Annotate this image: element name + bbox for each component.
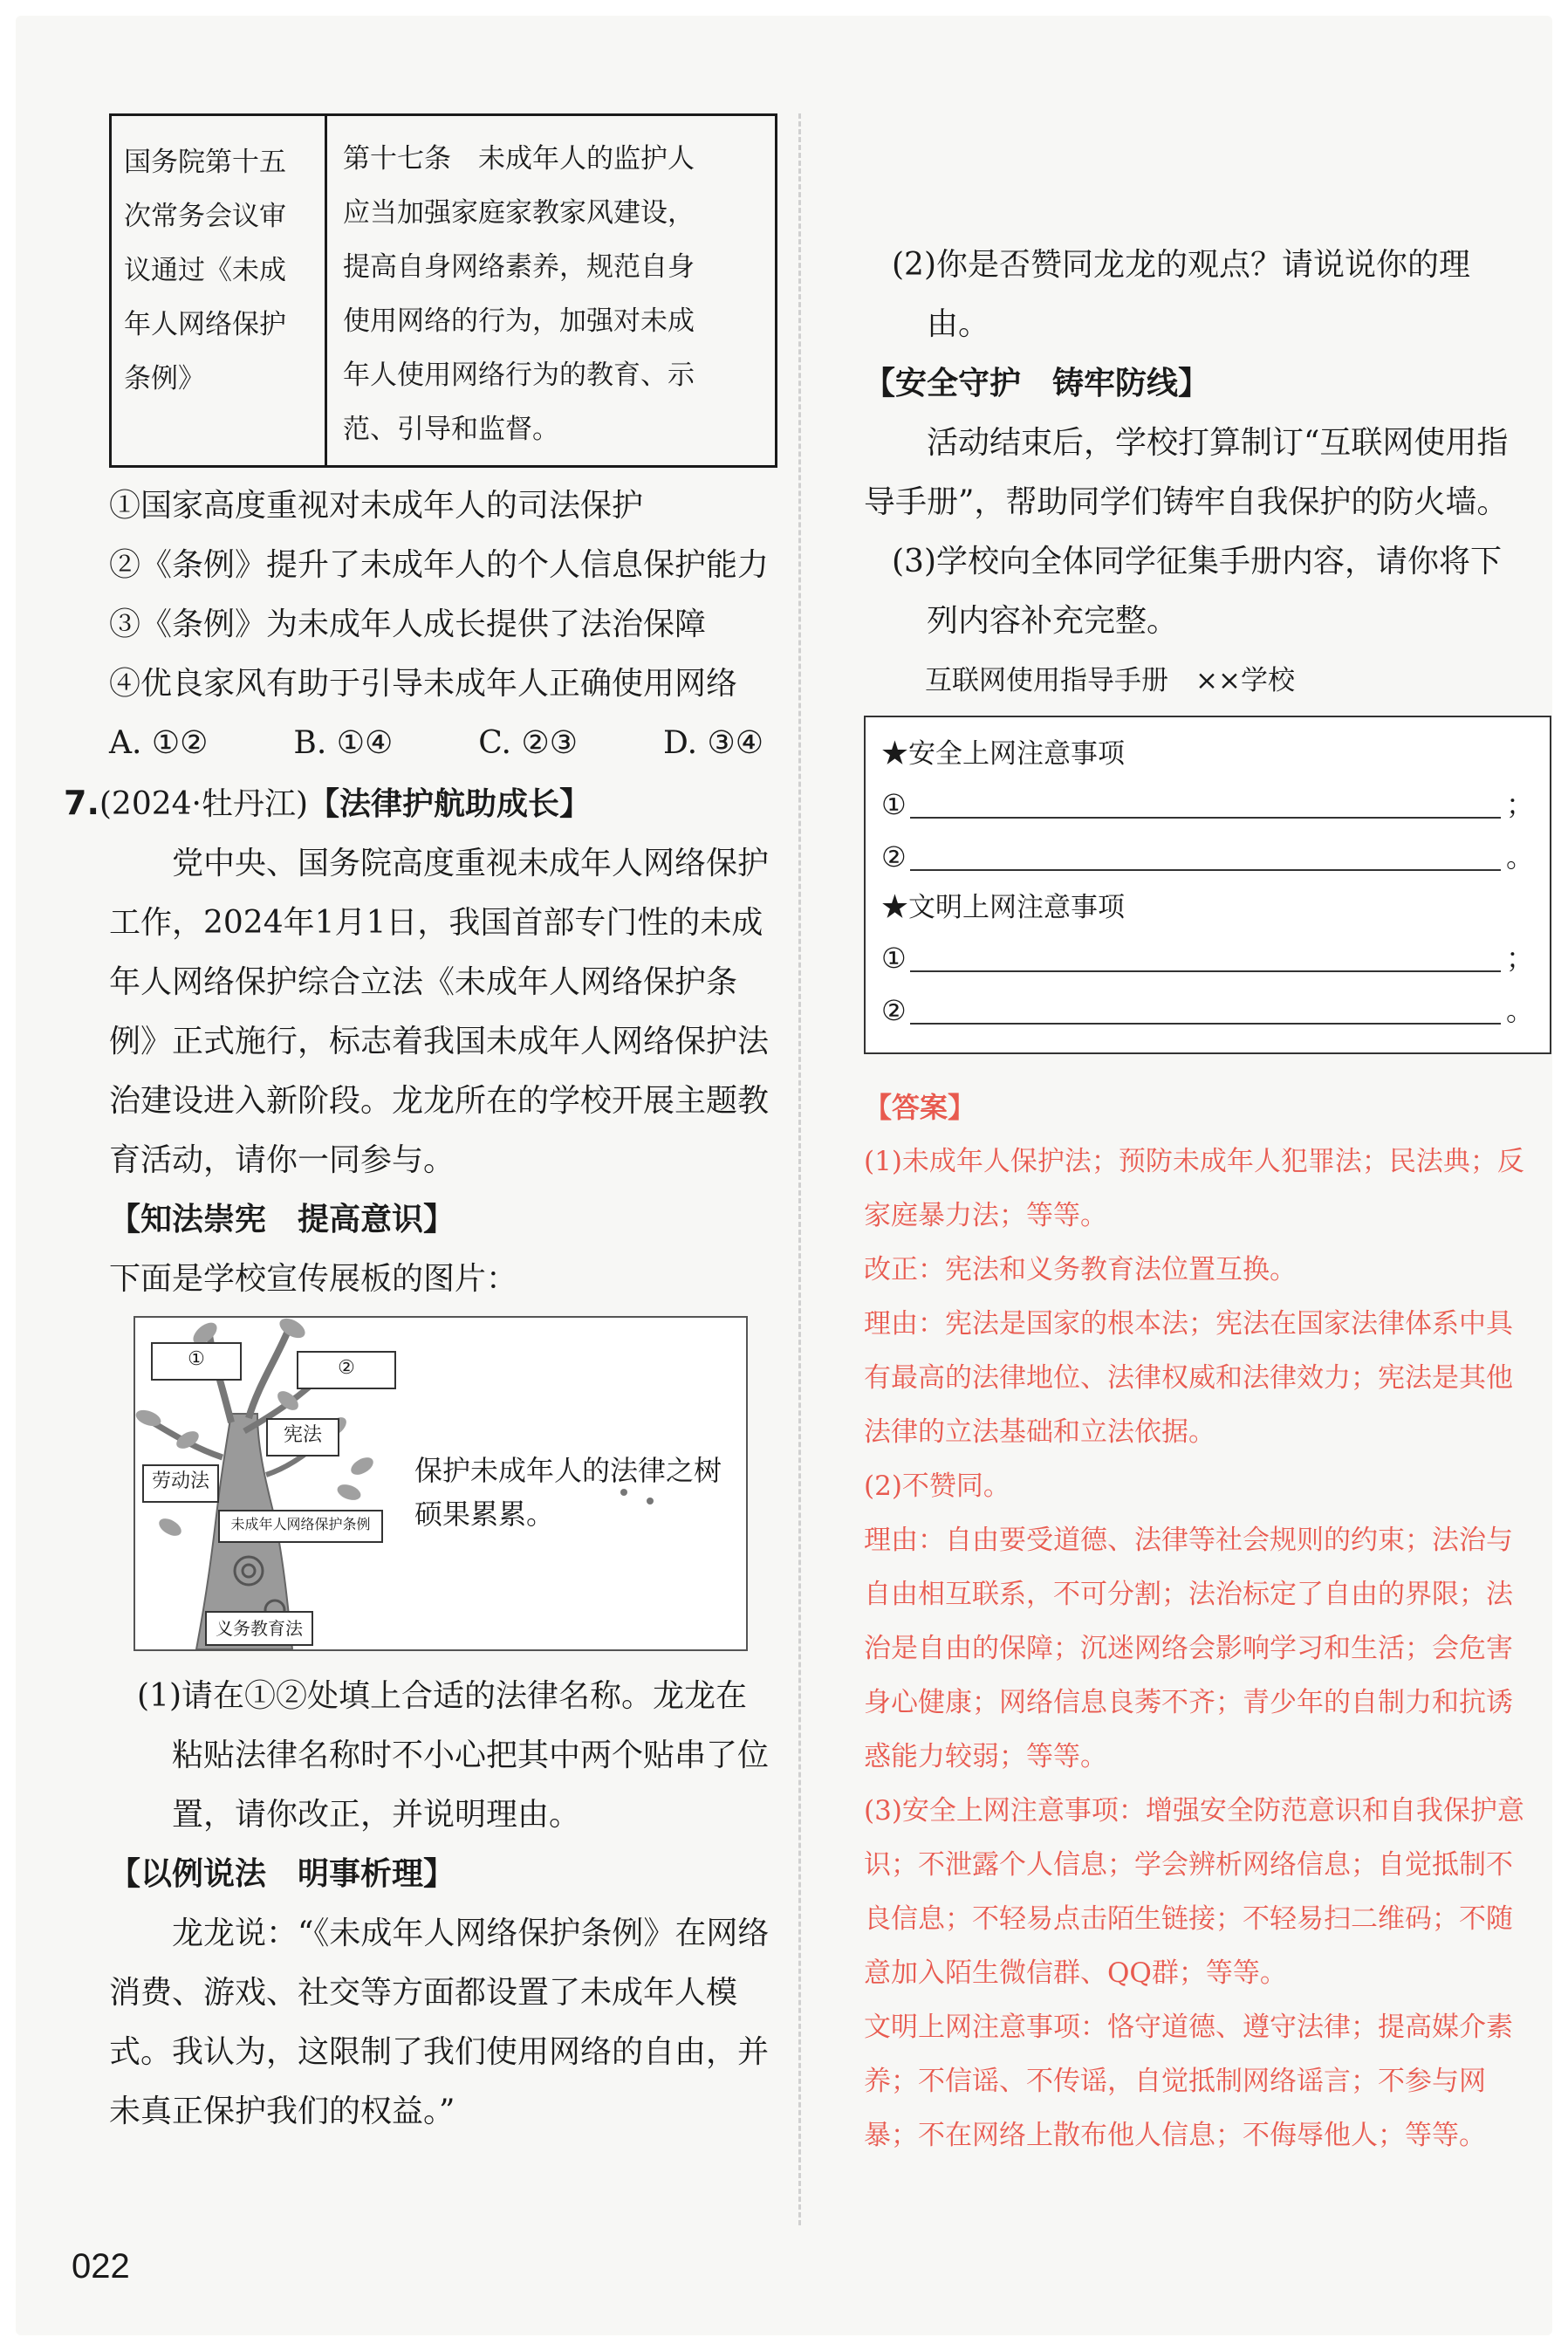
answer-blank[interactable] bbox=[910, 817, 1501, 819]
question-7-header bbox=[64, 773, 772, 834]
answer-blank[interactable] bbox=[910, 970, 1501, 972]
question-7-3: (3)学校向全体同学征集手册内容，请你将下列内容补充完整。 bbox=[892, 544, 1502, 639]
answer-line: (1)未成年人保护法；预防未成年人犯罪法；民法典；反家庭暴力法；等等。 bbox=[864, 1146, 1524, 1231]
line-end: 。 bbox=[1505, 994, 1534, 1027]
civil-line-1 bbox=[881, 932, 1534, 984]
question-7-2: (2)你是否赞同龙龙的观点？请说说你的理由。 bbox=[892, 247, 1470, 342]
column-divider bbox=[798, 113, 801, 2225]
question-theme: 【法律护航助成长】 bbox=[308, 786, 592, 822]
section-2-text: 龙龙说：“《未成年人网络保护条例》在网络消费、游戏、社交等方面都设置了未成年人模式。我认为，这限制了我们使用网络的自由，并未真正保护我们的权益。” bbox=[109, 1916, 770, 2129]
table-left-line: 议通过《未成 bbox=[124, 255, 286, 286]
answer-options bbox=[109, 714, 772, 773]
tree-label-yiwu: 义务教育法 bbox=[205, 1611, 313, 1646]
answer-line: (3)安全上网注意事项：增强安全防范意识和自我保护意识；不泄露个人信息；学会辨析网络信息；自觉抵制不良信息；不轻易点击陌生链接；不轻易扫二维码；不随意加入陌生微信群、QQ群；等等。 bbox=[864, 1795, 1524, 1989]
question-source: (2024·牡丹江) bbox=[99, 786, 309, 822]
table-left-line: 条例》 bbox=[124, 363, 205, 394]
statement-4: ④优良家风有助于引导未成年人正确使用网络 bbox=[109, 666, 738, 702]
tree-label-1: ① bbox=[151, 1342, 242, 1381]
answer-section bbox=[864, 1080, 1527, 2163]
section-1-text: 下面是学校宣传展板的图片： bbox=[109, 1261, 518, 1297]
tree-label-2: ② bbox=[297, 1351, 396, 1389]
question-7-1: (1)请在①②处填上合适的法律名称。龙龙在粘贴法律名称时不小心把其中两个贴串了位置，请你改正，并说明理由。 bbox=[137, 1678, 770, 1833]
line-end: ； bbox=[1505, 942, 1534, 975]
tree-label-laodong: 劳动法 bbox=[142, 1464, 219, 1503]
statement-3: ③《条例》为未成年人成长提供了法治保障 bbox=[109, 607, 707, 642]
option-a[interactable]: A. ①② bbox=[109, 725, 209, 761]
line-mark: ① bbox=[881, 942, 907, 975]
table-right-cell bbox=[327, 116, 775, 465]
answer-line: 改正：宪法和义务教育法位置互换。 bbox=[864, 1254, 1297, 1285]
handbook-title: 互联网使用指导手册 ××学校 bbox=[925, 665, 1295, 696]
answer-tag: 【答案】 bbox=[864, 1091, 976, 1124]
tree-caption: 保护未成年人的法律之树硕果累累。 bbox=[414, 1454, 722, 1531]
table-right-line: 使用网络的行为，加强对未成 bbox=[343, 305, 695, 337]
law-tree-figure bbox=[134, 1316, 748, 1651]
table-left-cell bbox=[112, 116, 327, 465]
answer-line: 理由：宪法是国家的根本法；宪法在国家法律体系中具有最高的法律地位、法律权威和法律效力；宪法是其他法律的立法基础和立法依据。 bbox=[864, 1308, 1513, 1448]
line-mark: ① bbox=[881, 788, 907, 821]
handbook-box bbox=[864, 716, 1551, 1054]
left-column bbox=[64, 113, 772, 2142]
line-mark: ② bbox=[881, 840, 907, 874]
regulation-table bbox=[109, 113, 777, 468]
page-number: 022 bbox=[72, 2247, 130, 2286]
safe-heading: ★安全上网注意事项 bbox=[881, 738, 1125, 770]
safe-line-2 bbox=[881, 831, 1534, 883]
line-mark: ② bbox=[881, 994, 907, 1027]
question-intro: 党中央、国务院高度重视未成年人网络保护工作，2024年1月1日，我国首部专门性的未成年人网络保护综合立法《未成年人网络保护条例》正式施行，标志着我国未成年人网络保护法治建设进入新阶段。龙龙所在的学校开展主题教育活动，请你一同参与。 bbox=[109, 846, 770, 1178]
section-title-3: 【安全守护 铸牢防线】 bbox=[864, 366, 1210, 401]
table-left-line: 次常务会议审 bbox=[124, 201, 286, 232]
table-right-line: 第十七条 未成年人的监护人 bbox=[343, 143, 695, 175]
civil-heading: ★文明上网注意事项 bbox=[881, 892, 1125, 923]
table-left-line: 年人网络保护 bbox=[124, 309, 286, 340]
safe-line-1 bbox=[881, 778, 1534, 831]
tree-label-wcn: 未成年人网络保护条例 bbox=[218, 1510, 383, 1543]
answer-line: (2)不赞同。 bbox=[864, 1470, 1010, 1502]
table-right-line: 范、引导和监督。 bbox=[343, 414, 559, 445]
tree-label-xianfa: 宪法 bbox=[266, 1418, 339, 1457]
section-title-1: 【知法崇宪 提高意识】 bbox=[109, 1202, 455, 1237]
table-left-line: 国务院第十五 bbox=[124, 147, 286, 178]
table-right-line: 年人使用网络行为的教育、示 bbox=[343, 360, 695, 391]
answer-blank[interactable] bbox=[910, 1023, 1501, 1025]
option-c[interactable]: C. ②③ bbox=[478, 725, 578, 761]
section-title-2: 【以例说法 明事析理】 bbox=[109, 1856, 455, 1892]
right-column bbox=[864, 236, 1534, 2163]
table-right-line: 提高自身网络素养，规范自身 bbox=[343, 251, 695, 283]
answer-line: 理由：自由要受道德、法律等社会规则的约束；法治与自由相互联系，不可分割；法治标定了自由的界限；法治是自由的保障；沉迷网络会影响学习和生活；会危害身心健康；网络信息良莠不齐；青少年的自制力和抗诱惑能力较弱；等等。 bbox=[864, 1525, 1513, 1772]
civil-line-2 bbox=[881, 984, 1534, 1037]
option-b[interactable]: B. ①④ bbox=[293, 725, 394, 761]
line-end: ； bbox=[1505, 788, 1534, 821]
statement-2: ②《条例》提升了未成年人的个人信息保护能力 bbox=[109, 547, 770, 583]
statement-1: ①国家高度重视对未成年人的司法保护 bbox=[109, 488, 644, 524]
answer-line: 文明上网注意事项：恪守道德、遵守法律；提高媒介素养；不信谣、不传谣，自觉抵制网络谣言；不参与网暴；不在网络上散布他人信息；不侮辱他人；等等。 bbox=[864, 2012, 1513, 2151]
table-right-line: 应当加强家庭家教家风建设， bbox=[343, 197, 695, 229]
line-end: 。 bbox=[1505, 840, 1534, 874]
option-d[interactable]: D. ③④ bbox=[662, 725, 763, 761]
answer-blank[interactable] bbox=[910, 869, 1501, 871]
question-number: 7. bbox=[64, 784, 99, 822]
section-3-text: 活动结束后，学校打算制订“互联网使用指导手册”，帮助同学们铸牢自我保护的防火墙。 bbox=[864, 425, 1509, 520]
